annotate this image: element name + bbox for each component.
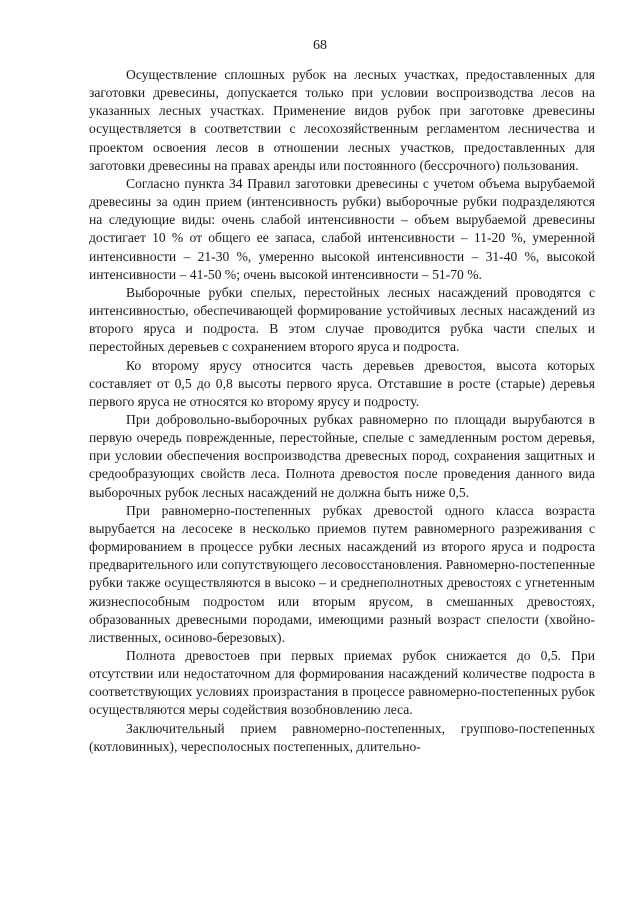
paragraph-selective-cutting-mature: Выборочные рубки спелых, перестойных лесных насаждений проводятся с интенсивностью, обеспечивающей формирование устойчивых лесных насаждений из второго яруса и подроста. В этом случае проводится рубка части спелых и перестойных деревьев с сохранением второго яруса и подроста. xyxy=(89,284,595,355)
paragraph-second-tier-definition: Ко второму ярусу относится часть деревьев древостоя, высота которых составляет от 0,5 до 0,8 высоты первого яруса. Отставшие в росте (старые) деревья первого яруса не относятся ко второму ярусу и подросту. xyxy=(89,357,595,409)
paragraph-stand-density: Полнота древостоев при первых приемах рубок снижается до 0,5. При отсутствии или недостаточном для формирования насаждений количестве подроста в соответствующих условиях произрастания в процессе равномерно-постепенных рубок осуществляются меры содействия возобновлению леса. xyxy=(89,648,595,718)
paragraph-voluntary-selective-cutting: При добровольно-выборочных рубках равномерно по площади вырубаются в первую очередь поврежденные, перестойные, спелые с замедленным ростом деревья, при условии обеспечения воспроизводства древесных пород, сохранения защитных и средообразующих свойств леса. Полнота древостоя после проведения данного вида выборочных рубок лесных насаждений не должна быть ниже 0,5. xyxy=(89,411,595,500)
paragraph-clearcut-conditions: Осуществление сплошных рубок на лесных участках, предоставленных для заготовки древесины, допускается только при условии воспроизводства лесов на указанных лесных участках. Применение видов рубок при заготовке древесины осуществляется в соответствии с лесохозяйственным регламентом лесничества и проектом освоения лесов в отношении лесных участков, предоставленных для заготовки древесины на правах аренды или постоянного (бессрочного) пользования. xyxy=(89,67,595,173)
page-number: 68 xyxy=(313,38,327,53)
page-body xyxy=(89,66,595,756)
paragraph-uniform-gradual-cutting: При равномерно-постепенных рубках древостой одного класса возраста вырубается на лесосеке в несколько приемов путем равномерного разреживания с формированием в процессе рубки лесных насаждений из второго яруса и подроста предварительного или сопутствующего лесовосстановления. Равномерно-постепенные рубки также осуществляются в высоко – и среднеполнотных древостоях с угнетенным жизнеспособным подростом или вторым ярусом, в смешанных древостоях, образованных древесными породами, имеющими разный возраст спелости (хвойно-лиственных, осиново-березовых). xyxy=(89,502,595,645)
paragraph-cutting-intensity: Согласно пункта 34 Правил заготовки древесины с учетом объема вырубаемой древесины за один прием (интенсивность рубки) выборочные рубки подразделяются на следующие виды: очень слабой интенсивности – объем вырубаемой древесины достигает 10 % от общего ее запаса, слабой интенсивности – 11-20 %, умеренной интенсивности – 21-30 %, умеренно высокой интенсивности – 31-40 %, высокой интенсивности – 41-50 %; очень высокой интенсивности – 51-70 %. xyxy=(89,175,595,282)
paragraph-final-cutting-stage: Заключительный прием равномерно-постепенных, группово-постепенных (котловинных), чересполосных постепенных, длительно- xyxy=(89,720,595,754)
